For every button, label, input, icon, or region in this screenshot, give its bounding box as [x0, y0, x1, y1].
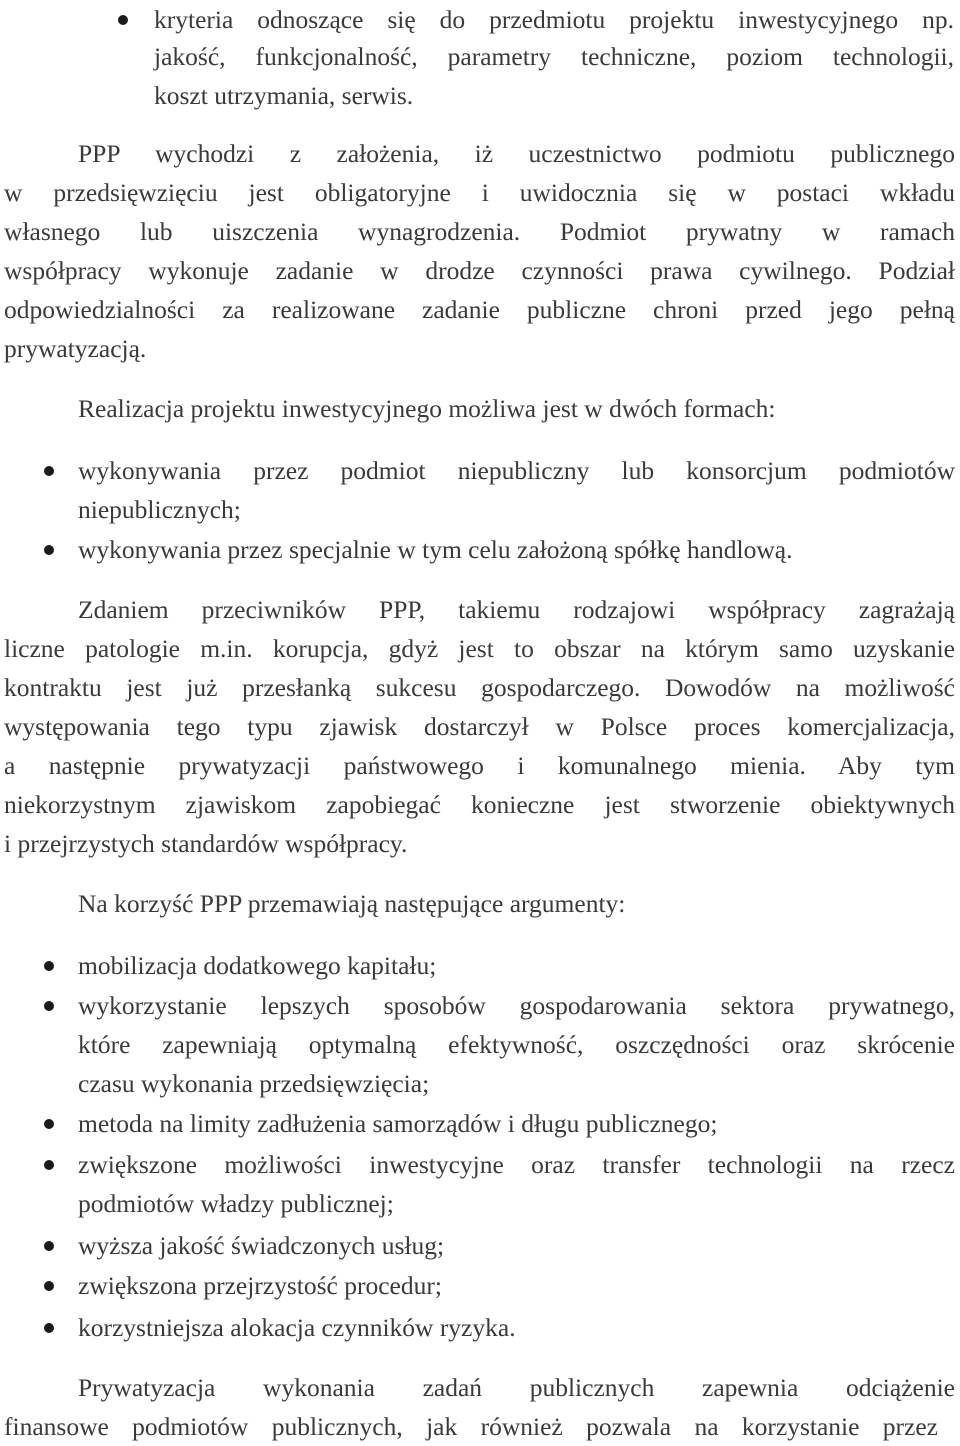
bullet-icon: [44, 545, 54, 555]
text-line-content: finansowe podmiotów publicznych, jak również pozwala na korzystanie przez: [4, 1412, 938, 1441]
text-line-content: odpowiedzialności za realizowane zadanie publiczne chroni przed jego pełną: [4, 295, 955, 324]
text-line-content: w przedsięwzięciu jest obligatoryjne i uwidocznia się w postaci wkładu: [4, 178, 955, 207]
text-line-content: własnego lub uiszczenia wynagrodzenia. Podmiot prywatny w ramach: [4, 217, 955, 246]
text-line-content: wykonywania przez podmiot niepubliczny lub konsorcjum podmiotów: [78, 456, 955, 485]
text-line: [0, 946, 960, 985]
text-line-content: niekorzystnym zjawiskom zapobiegać konieczne jest stworzenie obiektywnych: [4, 790, 955, 819]
text-line: [0, 668, 960, 707]
text-line: [0, 629, 960, 668]
bullet-icon: [118, 15, 128, 25]
text-line-content: metoda na limity zadłużenia samorządów i długu publicznego;: [78, 1109, 718, 1138]
text-line-content: wykorzystanie lepszych sposobów gospodarowania sektora prywatnego,: [78, 991, 955, 1020]
text-line-content: PPP wychodzi z założenia, iż uczestnictwo podmiotu publicznego: [78, 139, 955, 168]
text-line: [0, 329, 960, 368]
text-line-content: występowania tego typu zjawisk dostarczył w Polsce proces komercjalizacja,: [4, 712, 955, 741]
bullet-icon: [44, 1241, 54, 1251]
bullet-icon: [44, 1160, 54, 1170]
text-line: [0, 1145, 960, 1184]
text-line: [0, 884, 960, 923]
text-line-content: wykonywania przez specjalnie w tym celu założoną spółkę handlową.: [78, 535, 793, 564]
text-line: [0, 1407, 960, 1446]
text-line-content: współpracy wykonuje zadanie w drodze czynności prawa cywilnego. Podział: [4, 256, 955, 285]
text-line-content: mobilizacja dodatkowego kapitału;: [78, 951, 437, 980]
text-line: [0, 986, 960, 1025]
text-line: [0, 1266, 960, 1305]
text-line: [0, 389, 960, 428]
text-line-content: Prywatyzacja wykonania zadań publicznych zapewnia odciążenie: [78, 1373, 955, 1402]
bullet-icon: [44, 961, 54, 971]
text-line: [0, 1025, 960, 1064]
text-line: [0, 1184, 960, 1223]
text-line: [0, 490, 960, 529]
bullet-icon: [44, 1281, 54, 1291]
text-line: [0, 824, 960, 863]
text-line: [0, 212, 960, 251]
text-line-content: Zdaniem przeciwników PPP, takiemu rodzajowi współpracy zagrażają: [78, 595, 955, 624]
text-line-content: kryteria odnoszące się do przedmiotu projektu inwestycyjnego np.: [154, 5, 954, 34]
text-line: [0, 1308, 960, 1347]
bullet-icon: [44, 1001, 54, 1011]
text-line: [0, 1064, 960, 1103]
text-line-content: Na korzyść PPP przemawiają następujące argumenty:: [78, 889, 626, 918]
text-line-content: zwiększona przejrzystość procedur;: [78, 1271, 442, 1300]
text-line: [0, 1368, 960, 1407]
text-line-content: i przejrzystych standardów współpracy.: [4, 829, 408, 858]
text-line-content: liczne patologie m.in. korupcja, gdyż jest to obszar na którym samo uzyskanie: [4, 634, 955, 663]
text-line-content: kontraktu jest już przesłanką sukcesu gospodarczego. Dowodów na możliwość: [4, 673, 955, 702]
text-line: [0, 590, 960, 629]
text-line: [0, 173, 960, 212]
text-line-content: zwiększone możliwości inwestycyjne oraz transfer technologii na rzecz: [78, 1150, 955, 1179]
text-line-content: prywatyzacją.: [4, 334, 147, 363]
text-line: [0, 251, 960, 290]
text-line: [0, 134, 960, 173]
text-line: [0, 290, 960, 329]
bullet-icon: [44, 1119, 54, 1129]
text-line-content: wyższa jakość świadczonych usług;: [78, 1231, 445, 1260]
bullet-icon: [44, 1323, 54, 1333]
text-line-content: niepublicznych;: [78, 495, 241, 524]
text-line-content: koszt utrzymania, serwis.: [154, 81, 414, 110]
text-line-content: które zapewniają optymalną efektywność, oszczędności oraz skrócenie: [78, 1030, 955, 1059]
text-line: [0, 530, 960, 569]
text-line: [0, 785, 960, 824]
text-line-content: podmiotów władzy publicznej;: [78, 1189, 394, 1218]
text-line: [0, 1104, 960, 1143]
text-line-content: Realizacja projektu inwestycyjnego możliwa jest w dwóch formach:: [78, 394, 776, 423]
text-line: [0, 76, 960, 115]
text-line-content: a następnie prywatyzacji państwowego i komunalnego mienia. Aby tym: [4, 751, 955, 780]
text-line: [0, 37, 960, 76]
text-line-content: korzystniejsza alokacja czynników ryzyka.: [78, 1313, 516, 1342]
text-line-content: jakość, funkcjonalność, parametry techniczne, poziom technologii,: [154, 42, 954, 71]
text-line: [0, 746, 960, 785]
text-line: [0, 707, 960, 746]
text-line: [0, 451, 960, 490]
text-line: [0, 0, 960, 39]
bullet-icon: [44, 466, 54, 476]
text-line: [0, 1226, 960, 1265]
text-line-content: czasu wykonania przedsięwzięcia;: [78, 1069, 430, 1098]
